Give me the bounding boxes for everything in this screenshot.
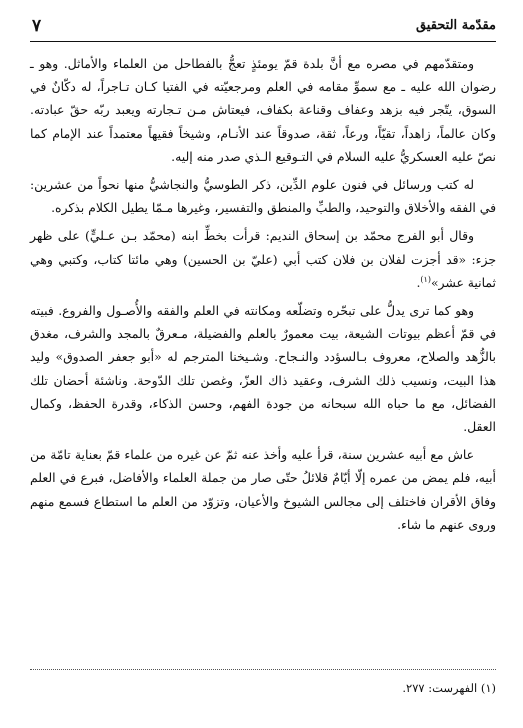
document-page [30, 14, 496, 714]
footnote-reference[interactable]: (١) [420, 274, 431, 284]
footnote-divider [30, 669, 496, 670]
paragraph-3: وقال أبو الفرج محمّد بن إسحاق النديم: قرأت بخطِّ ابنه (محمّد بـن عـليٍّ) على ظهر جزء: «قد أجزت لفلان بن فلان كتب أبي (عليّ بن الحسين) وهي مائتا كتاب، وكتبي وهي ثمانية عشر»$^{(١)}$. [30, 228, 496, 290]
paragraph-5: عاش مع أبيه عشرين سنة، قرأ عليه وأخذ عنه ثمّ عن غيره من علماء قمّ بعناية تامّة من أبيه، فلم يمض من عمره إلّا أيّامٌ قلائلُ حتّى صار من جملة العلماء والأفاضل، فبرع في العلم وفاق الأقران فاختلف إلى مجالس الشيوخ والأعيان، وتزوّد من العلم ما استطاع فسمع منهم وروى عنهم ما شاء. [30, 447, 496, 532]
paragraph-3-text: وقال أبو الفرج محمّد بن إسحاق النديم: قرأت بخطِّ ابنه (محمّد بـن عـليٍّ) على ظهر جزء: «قد أجزت لفلان بن فلان كتب أبي (عليّ بن الحسين) وهي مائتا كتاب، وكتبي وهي ثمانية عشر» [30, 228, 496, 290]
paragraph-2: له كتب ورسائل في فنون علوم الدِّين، ذكر الطوسيُّ والنجاشيُّ منها نحواً من عشرين: في الفقه والأخلاق والتوحيد، والطبِّ والمنطق والتفسير، وغيرها مـمّا يطيل الكلام بذكره. [30, 177, 496, 216]
page-number: ٧ [32, 16, 42, 36]
header-divider [30, 41, 496, 42]
body-text [30, 52, 496, 541]
footnote: (١) الفهرست: ٢٧٧. [402, 681, 496, 695]
page-header [30, 14, 496, 40]
paragraph-1: ومتقدّمهم في مصره مع أنَّ بلدة قمّ يومئذٍ تعجُّ بالفطاحل من العلماء والأماثل. وهو ـ رضوان الله عليه ـ مع سموِّ مقامه في العلم ومرجعيّته في الفتيا كـان تـاجراً، له دكّانٌ في السوق، يتّجر فيه بزهد وعفاف وقناعة بكفاف، فيعتاش مـن تـجارته ويعبد ربّه حقّ عبادته. وكان عالماً، زاهداً، تقيّاً، ورعاً، ثقة، صدوقاً عند الأنـام، وشيخاً فقيهاً معتمداً عند الإمام كما نصّ عليه العسكريُّ عليه السلام في التـوقيع الـذي صدر منه إليه. [30, 56, 496, 164]
running-title: مقدّمة التحقيق [415, 18, 496, 33]
paragraph-4: وهو كما ترى يدلُّ على تبحّره وتضلّعه ومكانته في العلم والفقه والأُصـول والفروع. فبيته في قمّ أعظم بيوتات الشيعة، بيت معمورٌ بالعلم والفضيلة، مـعرقٌ بالمجد والشرف، مغدق بالزُّهد والصلاح، معروف بـالسؤدد والنـجاح. وشـيخنا المترجم له «أبو جعفر الصدوق» وليد هذا البيت، ونسيب ذلك الشرف، وعقيد ذاك العزّ، وغصن تلك الدّوحة. وناشئة أحضان تلك الفضائل، مع ما حباه الله سبحانه من جودة الفهم، وحسن الذكاء، وقدرة الحفظ، وكمال العقل. [30, 303, 496, 435]
